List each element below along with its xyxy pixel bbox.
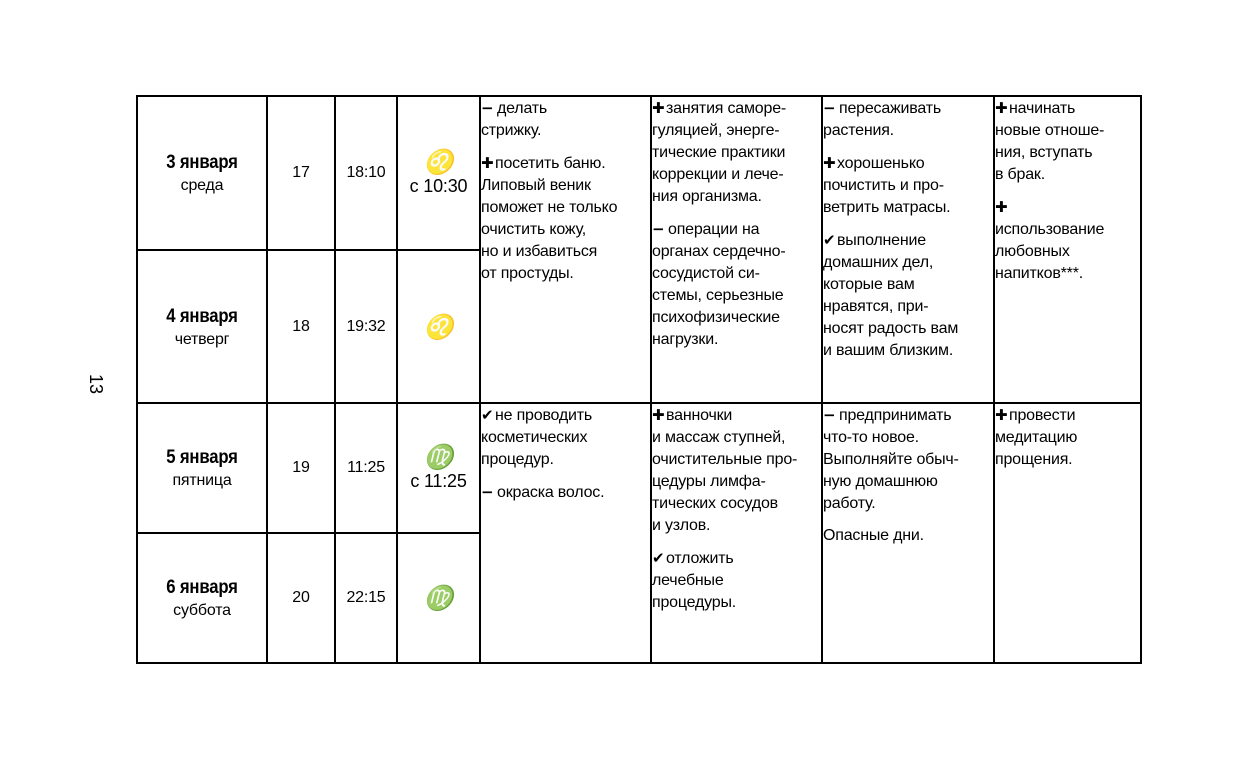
list-item: ✚ провести медитацию прощения. — [995, 406, 1078, 468]
list-item: ✔ выполнение домашних дел, которые вам нравятся, при- носят радость вам и вашим близким. — [823, 231, 959, 359]
checkmark-icon: ✔ — [481, 406, 494, 424]
lunar-day-cell: 17 — [267, 96, 335, 250]
leo-icon: ♌ — [423, 312, 454, 341]
date-cell — [137, 250, 267, 403]
leo-icon: ♌ — [423, 148, 454, 176]
list-item: Опасные дни. — [823, 527, 924, 544]
minus-icon: − — [652, 220, 665, 238]
list-item: − предпринимать что-то новое. Выполняйте обыч- ную домашнюю работу. — [823, 406, 959, 512]
weekday-label: четверг — [174, 330, 230, 348]
virgo-icon: ♍ — [423, 443, 454, 471]
weekday-label: суббота — [173, 602, 231, 619]
advice-cell-health — [651, 403, 822, 663]
advice-cell-health — [651, 96, 822, 403]
sign-cell — [397, 533, 480, 663]
date-cell — [137, 96, 267, 250]
list-item: ✚ использование любовных напитков***. — [995, 198, 1105, 282]
list-item: ✔ отложить лечебные процедуры. — [652, 549, 736, 611]
plus-icon: ✚ — [823, 154, 836, 172]
plus-icon: ✚ — [995, 406, 1008, 424]
lunar-day-cell: 18 — [267, 250, 335, 403]
list-item: ✚ посетить баню. Липовый веник поможет не только очистить кожу, но и избавиться от простуды. — [481, 154, 618, 282]
checkmark-icon: ✔ — [823, 231, 836, 249]
minus-icon: − — [823, 406, 836, 424]
date-label: 4 января — [166, 305, 238, 327]
list-item: − делать стрижку. — [481, 99, 548, 139]
sign-cell — [397, 96, 480, 250]
list-item: − окраска волос. — [481, 483, 605, 501]
advice-cell-relationships — [994, 403, 1141, 663]
date-label: 6 января — [166, 577, 238, 598]
lunar-day-cell: 20 — [267, 533, 335, 663]
time-cell: 19:32 — [335, 250, 397, 403]
list-item: ✚ занятия саморе- гуляцией, энерге- тические практики коррекции и лече- ния организма. — [652, 99, 787, 205]
plus-icon: ✚ — [995, 99, 1008, 117]
date-label: 3 января — [166, 152, 238, 173]
plus-icon: ✚ — [995, 198, 1008, 216]
lunar-day-cell: 19 — [267, 403, 335, 533]
weekday-label: среда — [180, 177, 224, 194]
list-item: − пересаживать растения. — [823, 99, 942, 139]
minus-icon: − — [481, 483, 494, 501]
page-number: 13 — [86, 373, 106, 395]
plus-icon: ✚ — [652, 99, 665, 117]
sign-time: с 11:25 — [410, 471, 467, 491]
advice-cell-beauty — [480, 403, 651, 663]
advice-cell-beauty — [480, 96, 651, 403]
table-row — [137, 403, 1141, 533]
list-item: ✔ не проводить косметических процедур. — [481, 406, 593, 468]
advice-cell-home — [822, 96, 994, 403]
advice-cell-relationships — [994, 96, 1141, 403]
lunar-calendar-table — [136, 95, 1142, 664]
plus-icon: ✚ — [652, 406, 665, 424]
virgo-icon: ♍ — [423, 584, 454, 612]
sign-time: с 10:30 — [409, 176, 468, 196]
table-row — [137, 96, 1141, 250]
list-item: − операции на органах сердечно- сосудистой си- стемы, серьезные психофизические нагрузки. — [652, 220, 786, 348]
list-item: ✚ ванночки и массаж ступней, очистительные про- цедуры лимфа- тических сосудов и узлов. — [652, 406, 798, 534]
time-cell: 18:10 — [335, 96, 397, 250]
minus-icon: − — [481, 99, 494, 117]
date-label: 5 января — [166, 447, 238, 468]
sign-cell — [397, 403, 480, 533]
time-cell: 22:15 — [335, 533, 397, 663]
plus-icon: ✚ — [481, 154, 494, 172]
sign-cell — [397, 250, 480, 403]
list-item: ✚ начинать новые отноше- ния, вступать в брак. — [995, 99, 1105, 183]
checkmark-icon: ✔ — [652, 549, 665, 567]
advice-cell-home — [822, 403, 994, 663]
date-cell — [137, 403, 267, 533]
weekday-label: пятница — [172, 472, 232, 489]
minus-icon: − — [823, 99, 836, 117]
date-cell — [137, 533, 267, 663]
list-item: ✚ хорошенько почистить и про- ветрить матрасы. — [823, 154, 951, 216]
time-cell: 11:25 — [335, 403, 397, 533]
